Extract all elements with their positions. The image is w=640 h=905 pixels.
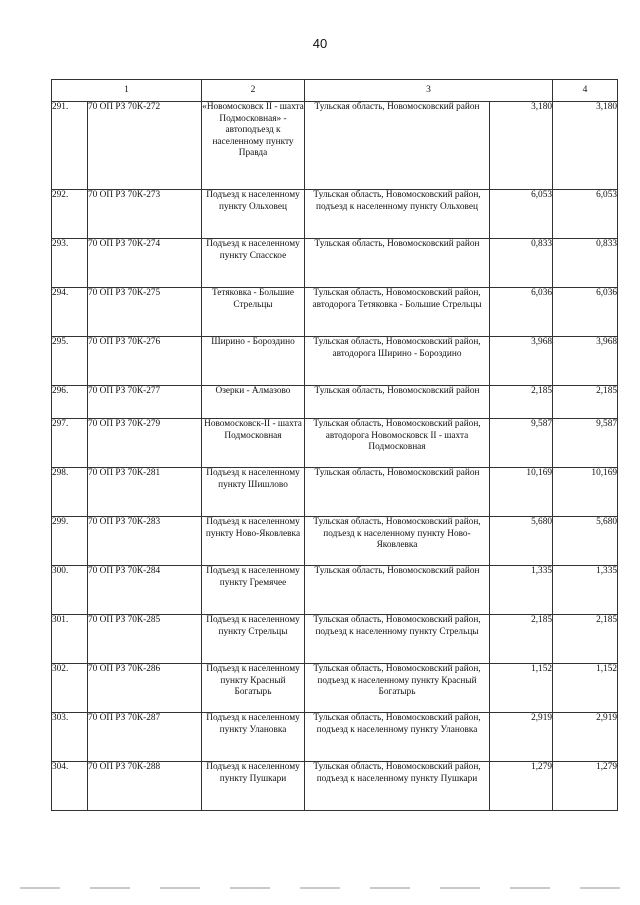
road-length: 2,185	[490, 615, 553, 664]
table-row	[52, 419, 618, 468]
table-row	[52, 468, 618, 517]
road-location: Тульская область, Новомосковский район, подъезд к населенному пункту Пушкари	[305, 762, 490, 811]
road-total-length: 2,185	[553, 615, 618, 664]
road-name: Подъезд к населенному пункту Стрельцы	[202, 615, 305, 664]
header-col-2: 2	[202, 80, 305, 102]
table-row	[52, 517, 618, 566]
row-number: 301.	[52, 615, 88, 664]
road-name: Подъезд к населенному пункту Ольховец	[202, 190, 305, 239]
road-name: Подъезд к населенному пункту Спасское	[202, 239, 305, 288]
table-row	[52, 386, 618, 419]
table-header-row	[52, 80, 618, 102]
road-total-length: 0,833	[553, 239, 618, 288]
road-location: Тульская область, Новомосковский район, автодорога Новомосковск II - шахта Подмосковная	[305, 419, 490, 468]
road-length: 1,279	[490, 762, 553, 811]
road-name: Ширино - Бороздино	[202, 337, 305, 386]
row-number: 296.	[52, 386, 88, 419]
road-id: 70 ОП РЗ 70К-288	[88, 762, 202, 811]
row-number: 295.	[52, 337, 88, 386]
road-id: 70 ОП РЗ 70К-279	[88, 419, 202, 468]
road-length: 2,919	[490, 713, 553, 762]
road-total-length: 6,036	[553, 288, 618, 337]
road-total-length: 5,680	[553, 517, 618, 566]
road-total-length: 9,587	[553, 419, 618, 468]
road-length: 3,968	[490, 337, 553, 386]
road-location: Тульская область, Новомосковский район	[305, 239, 490, 288]
road-length: 9,587	[490, 419, 553, 468]
row-number: 291.	[52, 102, 88, 190]
road-length: 5,680	[490, 517, 553, 566]
road-total-length: 3,180	[553, 102, 618, 190]
road-total-length: 3,968	[553, 337, 618, 386]
row-number: 304.	[52, 762, 88, 811]
road-name: Новомосковск-II - шахта Подмосковная	[202, 419, 305, 468]
roads-table	[51, 79, 618, 811]
road-total-length: 1,335	[553, 566, 618, 615]
page-number: 40	[312, 36, 328, 51]
row-number: 294.	[52, 288, 88, 337]
road-total-length: 1,279	[553, 762, 618, 811]
road-id: 70 ОП РЗ 70К-285	[88, 615, 202, 664]
road-id: 70 ОП РЗ 70К-281	[88, 468, 202, 517]
table-row	[52, 102, 618, 190]
road-location: Тульская область, Новомосковский район, подъезд к населенному пункту Стрельцы	[305, 615, 490, 664]
header-col-4: 4	[553, 80, 618, 102]
road-name: Подъезд к населенному пункту Пушкари	[202, 762, 305, 811]
road-total-length: 2,185	[553, 386, 618, 419]
table-row	[52, 762, 618, 811]
road-location: Тульская область, Новомосковский район, подъезд к населенному пункту Улановка	[305, 713, 490, 762]
row-number: 299.	[52, 517, 88, 566]
road-location: Тульская область, Новомосковский район	[305, 102, 490, 190]
row-number: 297.	[52, 419, 88, 468]
header-col-3: 3	[305, 80, 553, 102]
road-location: Тульская область, Новомосковский район, подъезд к населенному пункту Ново-Яковлевка	[305, 517, 490, 566]
road-id: 70 ОП РЗ 70К-274	[88, 239, 202, 288]
scan-footer-artifact	[20, 887, 620, 889]
road-id: 70 ОП РЗ 70К-286	[88, 664, 202, 713]
road-length: 2,185	[490, 386, 553, 419]
row-number: 302.	[52, 664, 88, 713]
table-row	[52, 615, 618, 664]
road-length: 6,036	[490, 288, 553, 337]
road-location: Тульская область, Новомосковский район, автодорога Ширино - Бороздино	[305, 337, 490, 386]
road-name: Подъезд к населенному пункту Гремячее	[202, 566, 305, 615]
road-location: Тульская область, Новомосковский район, подъезд к населенному пункту Красный Богатырь	[305, 664, 490, 713]
table-row	[52, 713, 618, 762]
road-location: Тульская область, Новомосковский район, подъезд к населенному пункту Ольховец	[305, 190, 490, 239]
road-location: Тульская область, Новомосковский район	[305, 386, 490, 419]
road-length: 10,169	[490, 468, 553, 517]
road-id: 70 ОП РЗ 70К-283	[88, 517, 202, 566]
road-length: 1,152	[490, 664, 553, 713]
road-id: 70 ОП РЗ 70К-276	[88, 337, 202, 386]
road-name: Подъезд к населенному пункту Красный Богатырь	[202, 664, 305, 713]
row-number: 298.	[52, 468, 88, 517]
row-number: 300.	[52, 566, 88, 615]
road-total-length: 2,919	[553, 713, 618, 762]
road-name: Тетяковка - Большие Стрельцы	[202, 288, 305, 337]
road-total-length: 10,169	[553, 468, 618, 517]
table-row	[52, 566, 618, 615]
table-row	[52, 337, 618, 386]
row-number: 303.	[52, 713, 88, 762]
road-total-length: 1,152	[553, 664, 618, 713]
table-row	[52, 190, 618, 239]
road-id: 70 ОП РЗ 70К-287	[88, 713, 202, 762]
road-id: 70 ОП РЗ 70К-284	[88, 566, 202, 615]
road-id: 70 ОП РЗ 70К-272	[88, 102, 202, 190]
road-length: 0,833	[490, 239, 553, 288]
road-id: 70 ОП РЗ 70К-275	[88, 288, 202, 337]
row-number: 293.	[52, 239, 88, 288]
table-row	[52, 664, 618, 713]
road-name: Озерки - Алмазово	[202, 386, 305, 419]
road-length: 1,335	[490, 566, 553, 615]
road-name: Подъезд к населенному пункту Улановка	[202, 713, 305, 762]
road-name: Подъезд к населенному пункту Шишлово	[202, 468, 305, 517]
road-total-length: 6,053	[553, 190, 618, 239]
table-row	[52, 239, 618, 288]
road-location: Тульская область, Новомосковский район, автодорога Тетяковка - Большие Стрельцы	[305, 288, 490, 337]
road-location: Тульская область, Новомосковский район	[305, 468, 490, 517]
header-col-1: 1	[52, 80, 202, 102]
road-location: Тульская область, Новомосковский район	[305, 566, 490, 615]
road-id: 70 ОП РЗ 70К-273	[88, 190, 202, 239]
row-number: 292.	[52, 190, 88, 239]
road-name: «Новомосковск II - шахта Подмосковная» - автоподъезд к населенному пункту Правда	[202, 102, 305, 190]
road-length: 6,053	[490, 190, 553, 239]
table-row	[52, 288, 618, 337]
road-length: 3,180	[490, 102, 553, 190]
road-name: Подъезд к населенному пункту Ново-Яковлевка	[202, 517, 305, 566]
road-id: 70 ОП РЗ 70К-277	[88, 386, 202, 419]
